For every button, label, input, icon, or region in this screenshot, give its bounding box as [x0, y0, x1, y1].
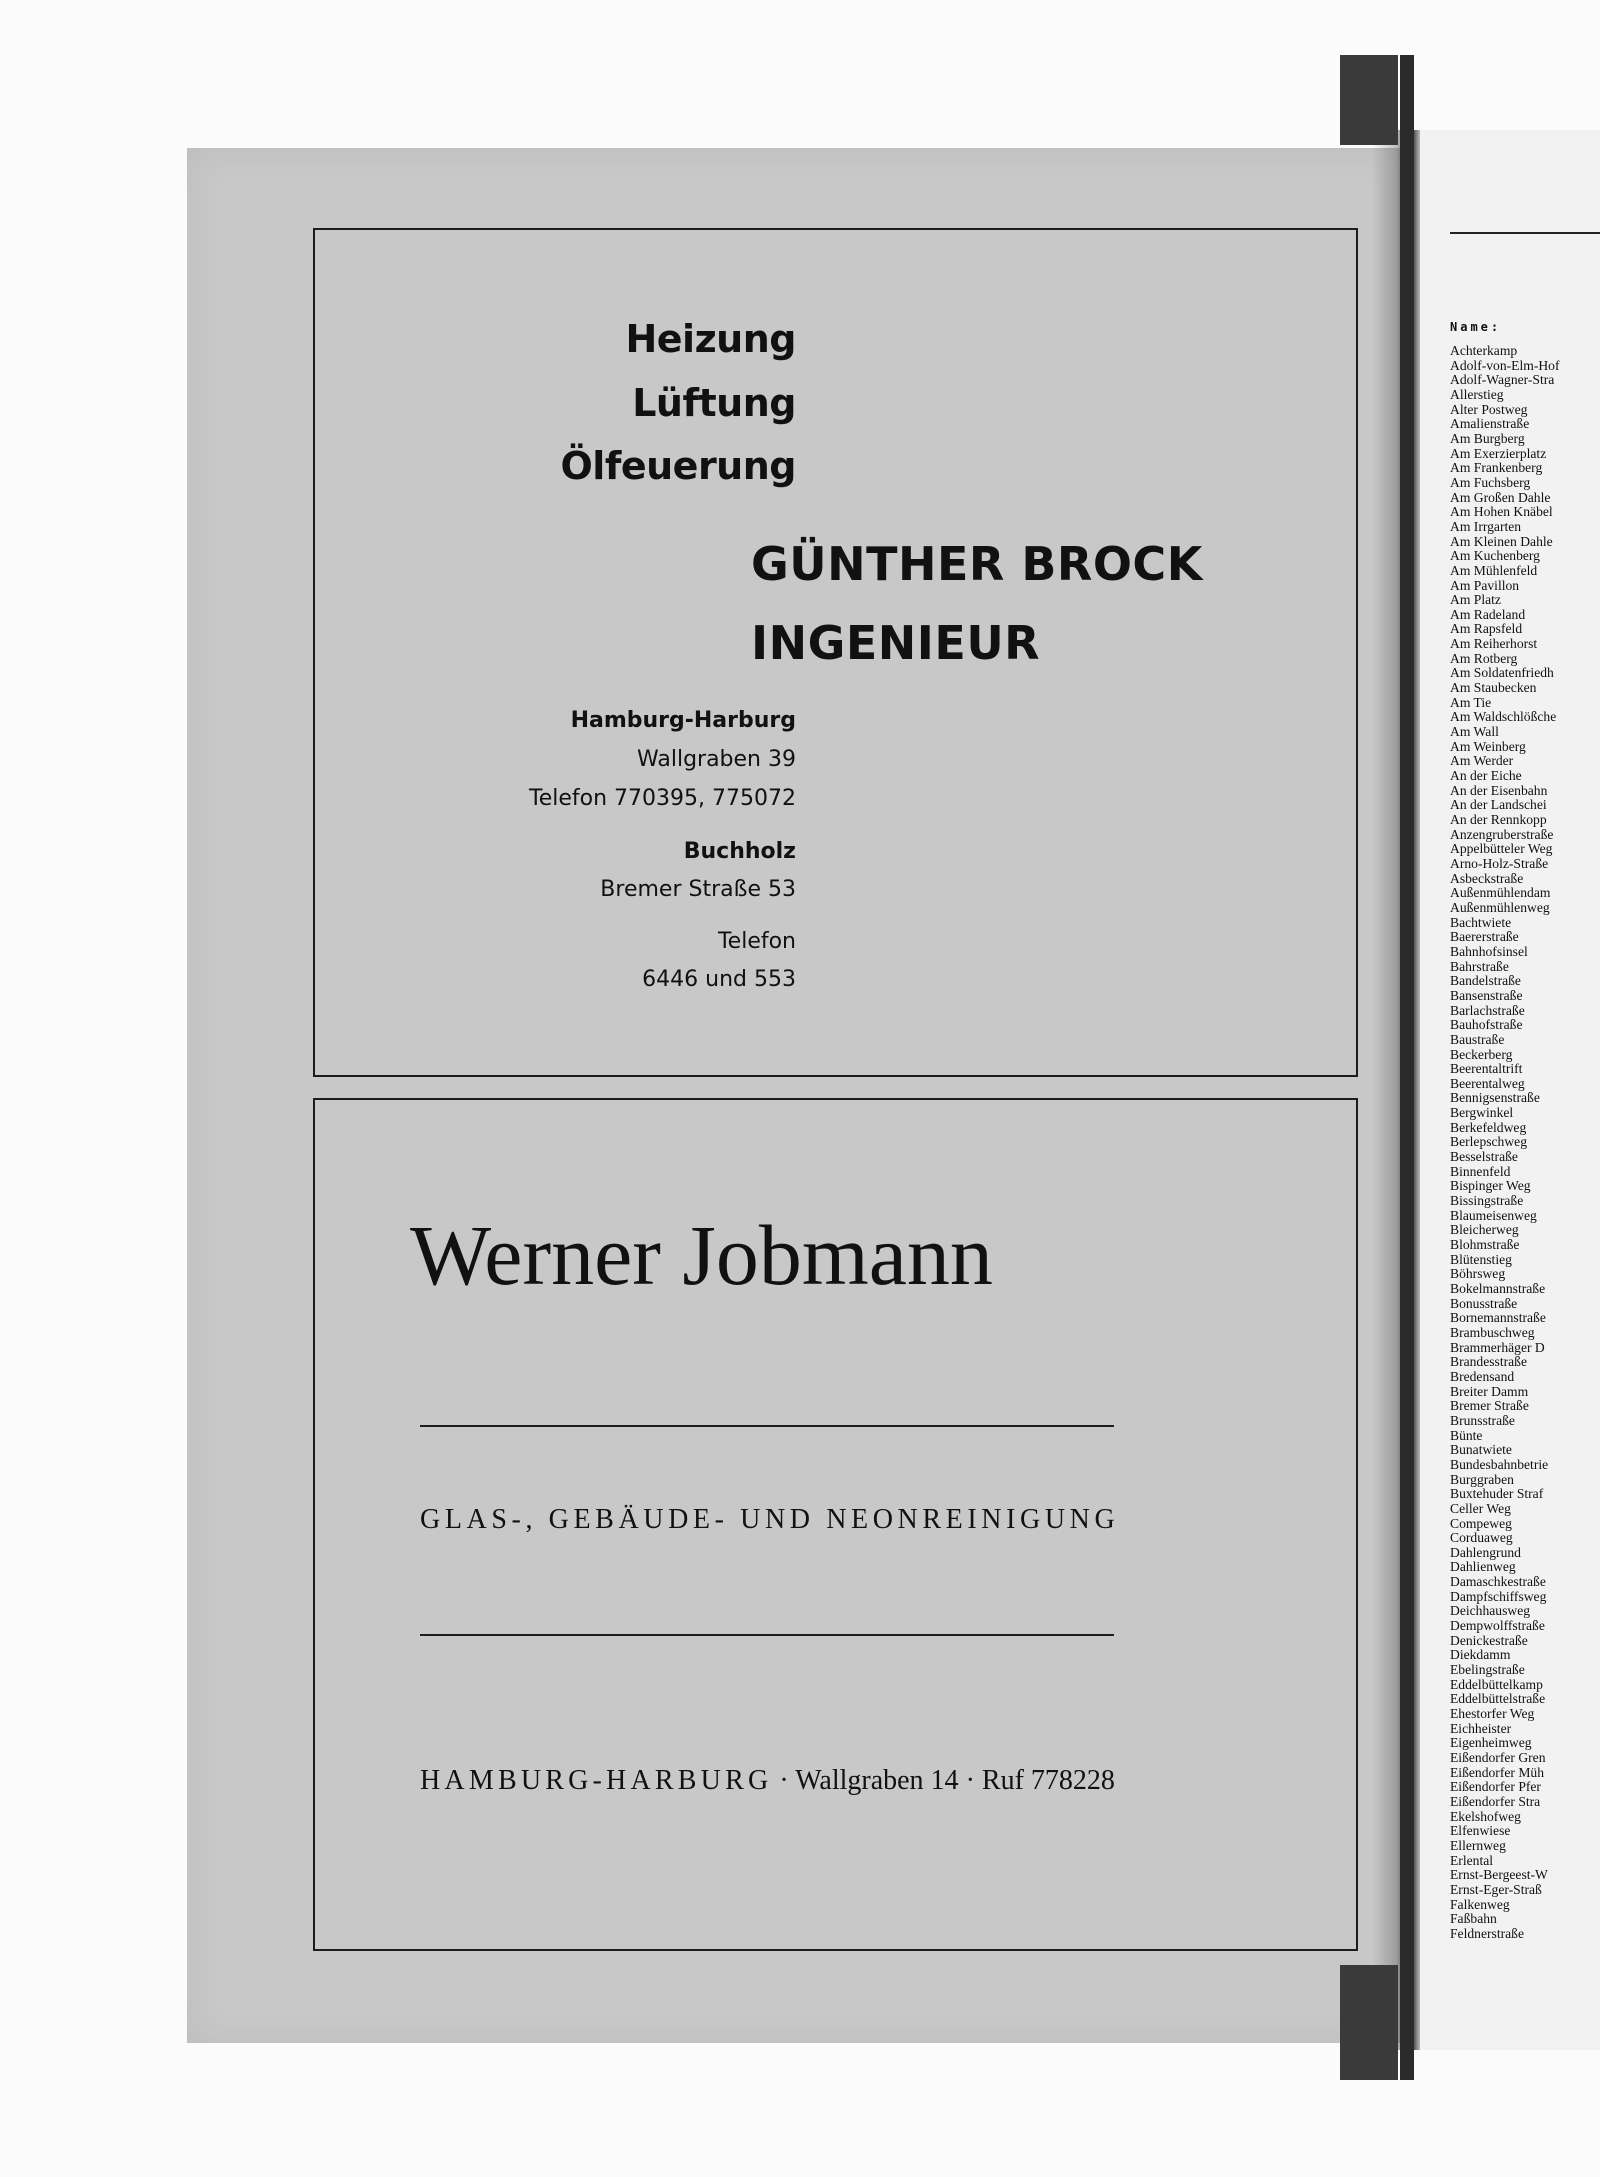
binding-strip-top: [1340, 55, 1398, 145]
divider-top: [420, 1425, 1114, 1427]
street-name: Dampfschiffsweg: [1450, 1588, 1547, 1604]
location-buchholz: Buchholz: [683, 839, 796, 864]
separator: ·: [965, 1765, 975, 1796]
street-name: Bauhofstraße: [1450, 1017, 1523, 1033]
street-name: Elfenwiese: [1450, 1823, 1511, 1839]
street-list: [1450, 344, 1600, 1942]
street-name: Am Rotberg: [1450, 650, 1518, 666]
street-name: Corduaweg: [1450, 1530, 1513, 1546]
contact-line: [420, 1765, 1115, 1797]
company-name: GÜNTHER BROCK: [751, 537, 1203, 591]
street-name: Am Mühlenfeld: [1450, 562, 1538, 578]
street-name: Blaumeisenweg: [1450, 1207, 1537, 1223]
street-name: Am Kuchenberg: [1450, 548, 1540, 564]
street-name: Eddelbüttelkamp: [1450, 1676, 1543, 1692]
street-name: Ehestorfer Weg: [1450, 1706, 1535, 1722]
street-buchholz: Bremer Straße 53: [600, 877, 796, 902]
street-name: Appelbütteler Weg: [1450, 841, 1553, 857]
street-name: Eddelbüttelstraße: [1450, 1691, 1546, 1707]
street-name: Brunsstraße: [1450, 1412, 1515, 1428]
street-name: Dempwolffstraße: [1450, 1618, 1545, 1634]
street-name: Eigenheimweg: [1450, 1735, 1532, 1751]
street-name: Am Soldatenfriedh: [1450, 665, 1554, 681]
street-name: Baustraße: [1450, 1031, 1505, 1047]
street-name: Am Hohen Knäbel: [1450, 504, 1553, 520]
street-name: Am Burgberg: [1450, 430, 1525, 446]
street-name: Am Exerzierplatz: [1450, 445, 1547, 461]
street-name: Buxtehuder Straf: [1450, 1486, 1544, 1502]
street-index-page: [1414, 130, 1600, 2050]
street-name: Bennigsenstraße: [1450, 1090, 1540, 1106]
street-name: Bonusstraße: [1450, 1295, 1518, 1311]
street-name: Böhrsweg: [1450, 1266, 1506, 1282]
street-name: Faßbahn: [1450, 1911, 1497, 1927]
street-name: Achterkamp: [1450, 343, 1518, 358]
street-name: Diekdamm: [1450, 1647, 1511, 1663]
phone: Ruf 778228: [981, 1765, 1115, 1796]
street-name: Dahlienweg: [1450, 1559, 1516, 1575]
street-name: Berkefeldweg: [1450, 1119, 1527, 1135]
street-name: Blütenstieg: [1450, 1251, 1512, 1267]
street-name: Am Rapsfeld: [1450, 621, 1523, 637]
street-name: Am Tie: [1450, 694, 1492, 710]
street-name: Berlepschweg: [1450, 1134, 1528, 1150]
street-name: Falkenweg: [1450, 1896, 1510, 1912]
street-name: Asbeckstraße: [1450, 870, 1524, 886]
street-name: Baererstraße: [1450, 929, 1519, 945]
header-rule: [1450, 232, 1600, 234]
street-name: Bleicherweg: [1450, 1222, 1519, 1238]
street-name: Bandelstraße: [1450, 973, 1521, 989]
street-name: Bornemannstraße: [1450, 1310, 1546, 1326]
street-name: Am Waldschlößche: [1450, 709, 1557, 725]
street-name: Ernst-Eger-Straß: [1450, 1881, 1542, 1897]
street-name: Beerentaltrift: [1450, 1061, 1523, 1077]
street-name: Adolf-von-Elm-Hof: [1450, 357, 1560, 373]
street-name: Denickestraße: [1450, 1632, 1528, 1648]
phone-numbers-buchholz: 6446 und 553: [642, 967, 796, 992]
street-name: Bachtwiete: [1450, 914, 1512, 930]
company-name: Werner Jobmann: [410, 1207, 993, 1303]
company-title: INGENIEUR: [751, 616, 1041, 670]
street-name: Dahlengrund: [1450, 1544, 1521, 1560]
street-name: Am Irrgarten: [1450, 518, 1522, 534]
street-name: An der Rennkopp: [1450, 812, 1547, 827]
street-name: Bansenstraße: [1450, 987, 1523, 1003]
street-name: Am Reiherhorst: [1450, 636, 1538, 652]
street-name: Brandesstraße: [1450, 1354, 1528, 1370]
street-name: An der Landschei: [1450, 797, 1547, 813]
street-name: Am Wall: [1450, 724, 1499, 740]
street-name: Am Weinberg: [1450, 738, 1526, 754]
street-name: Anzengruberstraße: [1450, 826, 1554, 842]
separator: ·: [779, 1765, 789, 1796]
street-name: Celler Weg: [1450, 1500, 1511, 1516]
street-name: Ebelingstraße: [1450, 1662, 1525, 1678]
street-name: Brammerhäger D: [1450, 1339, 1545, 1355]
street-name: Deichhausweg: [1450, 1603, 1531, 1619]
street-name: Ekelshofweg: [1450, 1808, 1521, 1824]
street-name: Besselstraße: [1450, 1149, 1518, 1165]
street-name: Amalienstraße: [1450, 416, 1530, 432]
page-edge: [1400, 55, 1414, 2080]
street-name: Adolf-Wagner-Stra: [1450, 372, 1555, 388]
street-name: Compeweg: [1450, 1515, 1512, 1531]
street-name: Burggraben: [1450, 1471, 1514, 1487]
street-name: Am Kleinen Dahle: [1450, 533, 1553, 549]
service-oelfeuerung: Ölfeuerung: [560, 444, 796, 488]
street-name: Binnenfeld: [1450, 1163, 1511, 1179]
service-lueftung: Lüftung: [632, 381, 796, 425]
street-name: Am Werder: [1450, 753, 1514, 769]
street-name: Bispinger Weg: [1450, 1178, 1531, 1194]
street-name: Bremer Straße: [1450, 1398, 1529, 1414]
street-name: Eißendorfer Gren: [1450, 1750, 1546, 1765]
column-header: Name:: [1450, 320, 1502, 334]
street-name: Bissingstraße: [1450, 1193, 1524, 1209]
street-name: Am Pavillon: [1450, 577, 1520, 593]
city: HAMBURG-HARBURG: [420, 1765, 773, 1796]
binding-strip-bottom: [1340, 1965, 1398, 2080]
street-name: Ernst-Bergeest-W: [1450, 1867, 1548, 1883]
street-name: Arno-Holz-Straße: [1450, 855, 1549, 871]
phone-label-buchholz: Telefon: [717, 929, 796, 954]
street-name: Außenmühlendam: [1450, 885, 1551, 901]
street-name: Beerentalweg: [1450, 1075, 1525, 1091]
street-name: Bokelmannstraße: [1450, 1281, 1546, 1296]
street-name: Bünte: [1450, 1427, 1483, 1443]
advert-werner-jobmann: [313, 1098, 1358, 1951]
street-harburg: Wallgraben 39: [637, 747, 796, 772]
street-name: Eichheister: [1450, 1720, 1512, 1736]
street-name: Am Radeland: [1450, 606, 1526, 622]
street-name: Erlental: [1450, 1852, 1494, 1868]
street-name: An der Eisenbahn: [1450, 782, 1548, 798]
street-name: Blohmstraße: [1450, 1237, 1520, 1253]
street-name: Außenmühlenweg: [1450, 899, 1550, 915]
location-harburg: Hamburg-Harburg: [570, 708, 796, 733]
street-name: Am Frankenberg: [1450, 460, 1543, 476]
street-name: Am Staubecken: [1450, 680, 1537, 696]
street-name: Am Großen Dahle: [1450, 489, 1551, 505]
street-name: Bahnhofsinsel: [1450, 943, 1528, 959]
street-name: Am Fuchsberg: [1450, 474, 1531, 490]
street-name: Barlachstraße: [1450, 1002, 1525, 1018]
street-name: Allerstieg: [1450, 386, 1504, 402]
phone-harburg: Telefon 770395, 775072: [529, 786, 796, 811]
services-text: GLAS-, GEBÄUDE- UND NEONREINIGUNG: [420, 1504, 1120, 1535]
street: Wallgraben 14: [795, 1765, 959, 1796]
street-name: Bundesbahnbetrie: [1450, 1456, 1549, 1472]
street-name: Damaschkestraße: [1450, 1574, 1546, 1590]
street-name: Ellernweg: [1450, 1837, 1506, 1853]
street-name: Eißendorfer Müh: [1450, 1764, 1544, 1780]
street-name: Brambuschweg: [1450, 1324, 1535, 1340]
street-name: Eißendorfer Stra: [1450, 1793, 1541, 1809]
street-name: Eißendorfer Pfer: [1450, 1779, 1541, 1795]
service-heizung: Heizung: [625, 317, 796, 361]
page-edge-shadow: [1414, 130, 1420, 2050]
street-name: Bergwinkel: [1450, 1105, 1514, 1121]
street-name: An der Eiche: [1450, 768, 1522, 784]
street-name: Bunatwiete: [1450, 1442, 1512, 1458]
street-name: Bahrstraße: [1450, 958, 1509, 974]
divider-bottom: [420, 1634, 1114, 1636]
street-name: Breiter Damm: [1450, 1383, 1529, 1399]
street-name: Bredensand: [1450, 1368, 1515, 1384]
street-name: Feldnerstraße: [1450, 1925, 1524, 1941]
street-name: Am Platz: [1450, 592, 1501, 608]
advert-guenther-brock: [313, 228, 1358, 1077]
street-name: Beckerberg: [1450, 1046, 1513, 1062]
street-name: Alter Postweg: [1450, 401, 1528, 417]
